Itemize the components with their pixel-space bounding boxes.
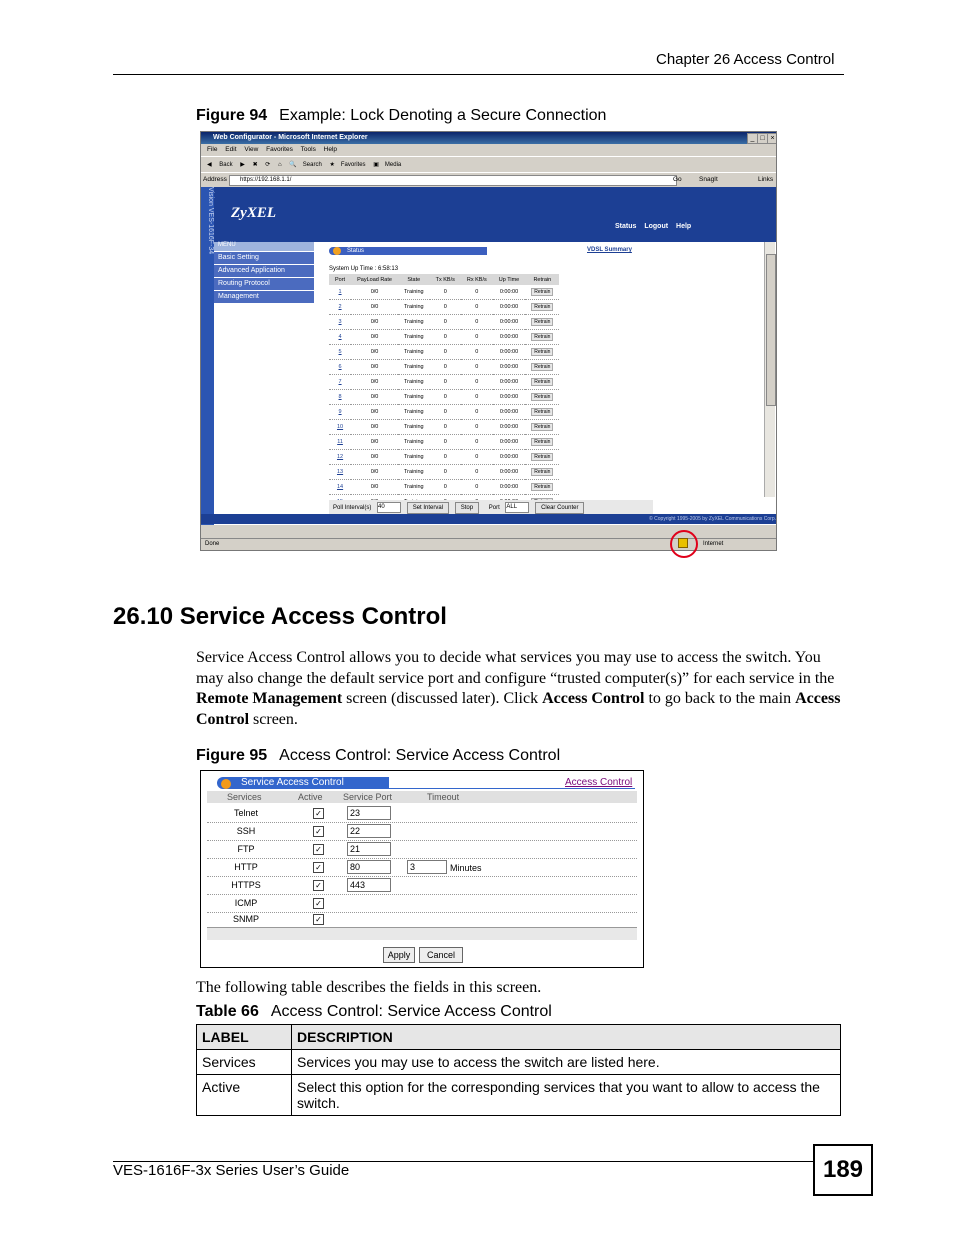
port-cell: 0 [461, 300, 493, 315]
back-button[interactable]: ◀ Back [207, 162, 233, 168]
copyright-bar [201, 514, 776, 524]
menu-view[interactable]: View [244, 146, 259, 153]
port-cell [525, 405, 559, 420]
port-cell: 0 [461, 345, 493, 360]
media-label: Media [384, 162, 402, 168]
port-cell: Training [398, 315, 430, 330]
retrain-button[interactable]: Retrain [531, 363, 553, 371]
section-title: 26.10 Service Access Control [113, 603, 447, 630]
table-row [197, 1075, 841, 1116]
port-cell: 0 [461, 285, 493, 300]
active-checkbox[interactable]: ✓ [313, 862, 324, 873]
port-cell: 0 [461, 420, 493, 435]
port-row [329, 300, 559, 315]
port-cell: Training [398, 345, 430, 360]
lock-highlight-circle [670, 530, 698, 558]
port-cell: 0:00:00 [493, 405, 525, 420]
port-cell: 0/0 [351, 345, 398, 360]
port-cell: 0/0 [351, 420, 398, 435]
retrain-button[interactable]: Retrain [531, 468, 553, 476]
browser-titlebar [201, 132, 776, 144]
header-description: DESCRIPTION [292, 1025, 841, 1050]
port-row [329, 405, 559, 420]
active-checkbox[interactable]: ✓ [313, 826, 324, 837]
port-cell: Training [398, 420, 430, 435]
port-cell: Training [398, 360, 430, 375]
section-paragraph [196, 648, 842, 730]
port-link[interactable]: 14 [329, 480, 351, 495]
port-col-header: Rx KB/s [461, 274, 493, 285]
port-cell [525, 420, 559, 435]
port-cell: 0 [430, 450, 461, 465]
port-cell: 0 [430, 285, 461, 300]
active-checkbox[interactable]: ✓ [313, 914, 324, 925]
active-checkbox[interactable]: ✓ [313, 808, 324, 819]
port-cell: 0 [430, 435, 461, 450]
port-link[interactable]: 6 [329, 360, 351, 375]
service-row [207, 877, 637, 895]
service-name: SSH [236, 826, 256, 836]
port-cell: 0 [461, 390, 493, 405]
port-cell: Training [398, 285, 430, 300]
search-label: Search [302, 162, 322, 168]
service-name: HTTP [234, 862, 258, 872]
port-cell: Training [398, 300, 430, 315]
vdsl-summary-link[interactable]: VDSL Summary [587, 247, 632, 253]
port-cell: 0 [430, 420, 461, 435]
status-done: Done [205, 541, 220, 547]
zyxel-banner [201, 187, 776, 242]
apply-button[interactable]: Apply [383, 947, 415, 963]
port-cell: 0/0 [351, 450, 398, 465]
port-cell: 0:00:00 [493, 300, 525, 315]
active-checkbox[interactable]: ✓ [313, 844, 324, 855]
browser-toolbar [201, 156, 776, 173]
figure95-label: Figure 95 [196, 747, 268, 764]
col-timeout: Timeout [427, 792, 460, 802]
port-row [329, 345, 559, 360]
browser-window [200, 131, 777, 551]
figure94-caption [196, 107, 606, 125]
refresh-icon[interactable]: ⟳ [265, 162, 271, 168]
port-link[interactable]: 12 [329, 450, 351, 465]
port-cell: 0:00:00 [493, 345, 525, 360]
retrain-button[interactable]: Retrain [531, 393, 553, 401]
table-intro: The following table describes the fields in this screen. [196, 979, 542, 996]
poll-interval-label: Poll Interval(s) [333, 505, 372, 511]
port-cell: 0:00:00 [493, 420, 525, 435]
port-row [329, 480, 559, 495]
figure95-caption-text: Access Control: Service Access Control [279, 747, 561, 764]
port-cell: 0:00:00 [493, 315, 525, 330]
footer-guide-title: VES-1616F-3x Series User’s Guide [113, 1162, 350, 1179]
figure94-caption-text: Example: Lock Denoting a Secure Connection [279, 107, 607, 124]
menu-favorites[interactable]: Favorites [266, 146, 293, 153]
menu-item-advanced-application[interactable]: Advanced Application [214, 265, 314, 277]
menu-edit[interactable]: Edit [225, 146, 237, 153]
stop-icon[interactable]: ✖ [252, 162, 258, 168]
service-name: HTTPS [231, 880, 261, 890]
service-port-input[interactable]: 22 [347, 824, 391, 838]
port-cell: 0/0 [351, 390, 398, 405]
col-services: Services [227, 792, 262, 802]
port-status-table [329, 274, 559, 510]
figure95-caption [196, 747, 560, 765]
service-row [207, 859, 637, 877]
port-link[interactable]: 4 [329, 330, 351, 345]
port-link[interactable]: 3 [329, 315, 351, 330]
port-cell: 0/0 [351, 330, 398, 345]
port-row [329, 285, 559, 300]
table-row [197, 1050, 841, 1075]
help-link[interactable]: Help [676, 223, 692, 230]
para-bold-access-control: Access Control [542, 690, 645, 707]
port-cell: 0:00:00 [493, 360, 525, 375]
search-button[interactable]: 🔍 Search [289, 162, 322, 168]
port-col-header: Up Time [493, 274, 525, 285]
nav-menu [214, 242, 314, 332]
port-row [329, 435, 559, 450]
favorites-label: Favorites [340, 162, 366, 168]
col-active: Active [298, 792, 323, 802]
port-cell: 0/0 [351, 315, 398, 330]
retrain-button[interactable]: Retrain [531, 408, 553, 416]
menu-item-routing-protocol[interactable]: Routing Protocol [214, 278, 314, 290]
port-cell: 0 [461, 480, 493, 495]
clear-counter-button[interactable]: Clear Counter [535, 502, 584, 514]
port-select[interactable]: ALL [505, 502, 529, 513]
table66-label: Table 66 [196, 1003, 259, 1020]
port-link[interactable]: 7 [329, 375, 351, 390]
port-cell: Training [398, 435, 430, 450]
row-label: Active [197, 1075, 292, 1116]
para-bold-remote-management: Remote Management [196, 690, 343, 707]
service-name: ICMP [234, 898, 258, 908]
service-port-input[interactable]: 21 [347, 842, 391, 856]
stop-button[interactable]: Stop [455, 502, 479, 514]
port-cell [525, 315, 559, 330]
retrain-button[interactable]: Retrain [531, 483, 553, 491]
port-row [329, 450, 559, 465]
page-number: 189 [813, 1144, 873, 1196]
service-access-control-screen [200, 770, 644, 968]
port-row [329, 330, 559, 345]
port-cell: 0 [430, 480, 461, 495]
port-cell [525, 465, 559, 480]
retrain-button[interactable]: Retrain [531, 438, 553, 446]
para-text-4: screen. [249, 710, 298, 728]
port-col-header: PayLoad Rate [351, 274, 398, 285]
menu-header: MENU [214, 242, 314, 251]
port-cell: 0:00:00 [493, 435, 525, 450]
port-link[interactable]: 2 [329, 300, 351, 315]
browser-menubar [201, 144, 776, 156]
description-table [196, 1024, 841, 1116]
port-cell: Training [398, 405, 430, 420]
port-cell: 0/0 [351, 435, 398, 450]
port-cell: 0:00:00 [493, 330, 525, 345]
para-text-2: screen (discussed later). Click [342, 690, 543, 707]
service-name: FTP [237, 844, 255, 854]
copyright-text: © Copyright 1995-2005 by ZyXEL Communications Corp. [649, 516, 776, 522]
port-cell: 0 [430, 390, 461, 405]
service-port-input[interactable]: 443 [347, 878, 391, 892]
port-link[interactable]: 1 [329, 285, 351, 300]
close-icon[interactable]: × [767, 133, 777, 144]
port-link[interactable]: 5 [329, 345, 351, 360]
port-cell [525, 435, 559, 450]
port-cell: 0 [430, 300, 461, 315]
port-cell: 0/0 [351, 465, 398, 480]
links-button[interactable]: Links [758, 176, 774, 183]
menu-tools[interactable]: Tools [300, 146, 316, 153]
para-text-1: Service Access Control allows you to decide what services you may use to access the switch. You may also change the default service port and configure “trusted computer(s)” for each service in the [196, 649, 835, 687]
address-label: Address [203, 176, 227, 183]
scroll-thumb[interactable] [766, 254, 776, 406]
address-input[interactable]: https://192.168.1.1/ [229, 175, 677, 186]
figure94-label: Figure 94 [196, 107, 268, 124]
port-cell: 0 [461, 360, 493, 375]
port-cell [525, 450, 559, 465]
port-cell: 0 [461, 465, 493, 480]
port-col-header: Tx KB/s [430, 274, 461, 285]
service-access-control-tab: Service Access Control [217, 777, 389, 789]
go-button[interactable]: Go [673, 176, 682, 183]
tab-underline [371, 788, 635, 789]
maximize-icon[interactable]: □ [757, 133, 768, 144]
retrain-button[interactable]: Retrain [531, 348, 553, 356]
browser-title: Web Configurator - Microsoft Internet Explorer [213, 134, 368, 141]
menu-file[interactable]: File [207, 146, 218, 153]
port-cell: 0/0 [351, 285, 398, 300]
status-zone: Internet [703, 541, 724, 547]
port-link[interactable]: 10 [329, 420, 351, 435]
port-cell: Training [398, 330, 430, 345]
port-cell: 0 [461, 435, 493, 450]
port-cell: 0:00:00 [493, 375, 525, 390]
port-cell: 0 [461, 450, 493, 465]
service-row [207, 823, 637, 841]
port-cell [525, 345, 559, 360]
retrain-button[interactable]: Retrain [531, 423, 553, 431]
back-label: Back [219, 162, 233, 168]
tab-dot-icon [221, 779, 231, 789]
header-label: LABEL [197, 1025, 292, 1050]
port-cell [525, 285, 559, 300]
port-col-header: State [398, 274, 430, 285]
vision-sidebar: Vision VES-1616F-34 [201, 187, 214, 525]
status-link[interactable]: Status [615, 223, 637, 230]
port-cell [525, 360, 559, 375]
vertical-scrollbar[interactable] [764, 242, 775, 497]
port-cell: Training [398, 390, 430, 405]
service-row [207, 805, 637, 823]
service-name: Telnet [233, 808, 259, 818]
favorites-button[interactable]: ★ Favorites [329, 162, 366, 168]
port-cell: 0 [430, 345, 461, 360]
zyxel-logo: ZyXEL [231, 205, 276, 221]
home-icon[interactable]: ⌂ [278, 162, 282, 168]
port-cell: 0 [430, 375, 461, 390]
port-label: Port [488, 505, 500, 511]
port-row [329, 375, 559, 390]
row-description: Services you may use to access the switch are listed here. [292, 1050, 841, 1075]
port-cell: 0 [430, 315, 461, 330]
retrain-button[interactable]: Retrain [531, 453, 553, 461]
logout-link[interactable]: Logout [644, 223, 669, 230]
port-row [329, 465, 559, 480]
row-label: Services [197, 1050, 292, 1075]
service-port-input[interactable]: 80 [347, 860, 391, 874]
menu-item-basic-setting[interactable]: Basic Setting [214, 252, 314, 264]
system-uptime: System Up Time : 6:58:13 [329, 266, 399, 272]
menu-item-management[interactable]: Management [214, 291, 314, 303]
port-cell: Training [398, 480, 430, 495]
col-service-port: Service Port [343, 792, 393, 802]
retrain-button[interactable]: Retrain [531, 288, 553, 296]
port-cell: 0:00:00 [493, 390, 525, 405]
poll-interval-input[interactable]: 40 [377, 502, 401, 513]
port-cell: 0 [461, 405, 493, 420]
browser-addressbar [201, 172, 776, 187]
port-cell: 0/0 [351, 480, 398, 495]
browser-content [201, 187, 776, 525]
port-cell: 0 [430, 360, 461, 375]
port-cell: 0:00:00 [493, 465, 525, 480]
port-cell: 0 [430, 465, 461, 480]
port-cell [525, 330, 559, 345]
port-link[interactable]: 9 [329, 405, 351, 420]
port-cell [525, 375, 559, 390]
port-cell [525, 480, 559, 495]
chapter-header: Chapter 26 Access Control [656, 51, 835, 68]
active-checkbox[interactable]: ✓ [313, 898, 324, 909]
services-table-header [207, 791, 637, 803]
top-links [609, 223, 691, 230]
service-name: SNMP [232, 914, 259, 924]
snagit-button[interactable]: SnagIt [699, 176, 718, 183]
timeout-input[interactable]: 3 [407, 860, 447, 874]
port-link[interactable]: 13 [329, 465, 351, 480]
port-cell: 0 [430, 405, 461, 420]
port-row [329, 420, 559, 435]
forward-icon[interactable]: ▶ [240, 162, 245, 168]
status-tab-dot-icon [333, 247, 341, 255]
port-cell [525, 300, 559, 315]
retrain-button[interactable]: Retrain [531, 333, 553, 341]
port-cell: 0 [461, 315, 493, 330]
row-description: Select this option for the corresponding services that you want to allow to access the switch. [292, 1075, 841, 1116]
media-button[interactable]: ▣ Media [373, 162, 402, 168]
port-row [329, 390, 559, 405]
table-header-row [197, 1025, 841, 1050]
port-cell: 0 [461, 330, 493, 345]
port-cell: 0 [461, 375, 493, 390]
port-cell: 0/0 [351, 375, 398, 390]
port-cell: Training [398, 375, 430, 390]
cancel-button[interactable]: Cancel [419, 947, 463, 963]
port-cell: 0/0 [351, 300, 398, 315]
port-col-header: Port [329, 274, 351, 285]
set-interval-button[interactable]: Set Interval [407, 502, 449, 514]
menu-help[interactable]: Help [323, 146, 338, 153]
port-cell: Training [398, 465, 430, 480]
table66-caption-text: Access Control: Service Access Control [270, 1003, 552, 1020]
port-link[interactable]: 11 [329, 435, 351, 450]
port-row [329, 360, 559, 375]
service-port-input[interactable]: 23 [347, 806, 391, 820]
retrain-button[interactable]: Retrain [531, 318, 553, 326]
port-cell: 0:00:00 [493, 480, 525, 495]
port-cell: 0:00:00 [493, 285, 525, 300]
port-cell [525, 390, 559, 405]
para-bold-access-control-2: Access Control [196, 690, 841, 728]
header-rule [113, 74, 844, 75]
port-cell: 0/0 [351, 405, 398, 420]
port-cell: 0/0 [351, 360, 398, 375]
para-text-3: to go back to the main [644, 690, 796, 707]
service-row [207, 841, 637, 859]
port-cell: 0 [430, 330, 461, 345]
port-cell: Training [398, 450, 430, 465]
access-control-link[interactable]: Access Control [565, 777, 633, 788]
port-col-header: Retrain [525, 274, 559, 285]
port-cell: 0:00:00 [493, 450, 525, 465]
minimize-icon[interactable]: _ [747, 133, 758, 144]
timeout-unit: Minutes [450, 863, 482, 873]
active-checkbox[interactable]: ✓ [313, 880, 324, 891]
port-link[interactable]: 8 [329, 390, 351, 405]
retrain-button[interactable]: Retrain [531, 378, 553, 386]
form-bottom-bar [207, 927, 637, 940]
port-row [329, 315, 559, 330]
table66-caption [196, 1003, 552, 1021]
status-tab: Status [329, 247, 487, 255]
retrain-button[interactable]: Retrain [531, 303, 553, 311]
